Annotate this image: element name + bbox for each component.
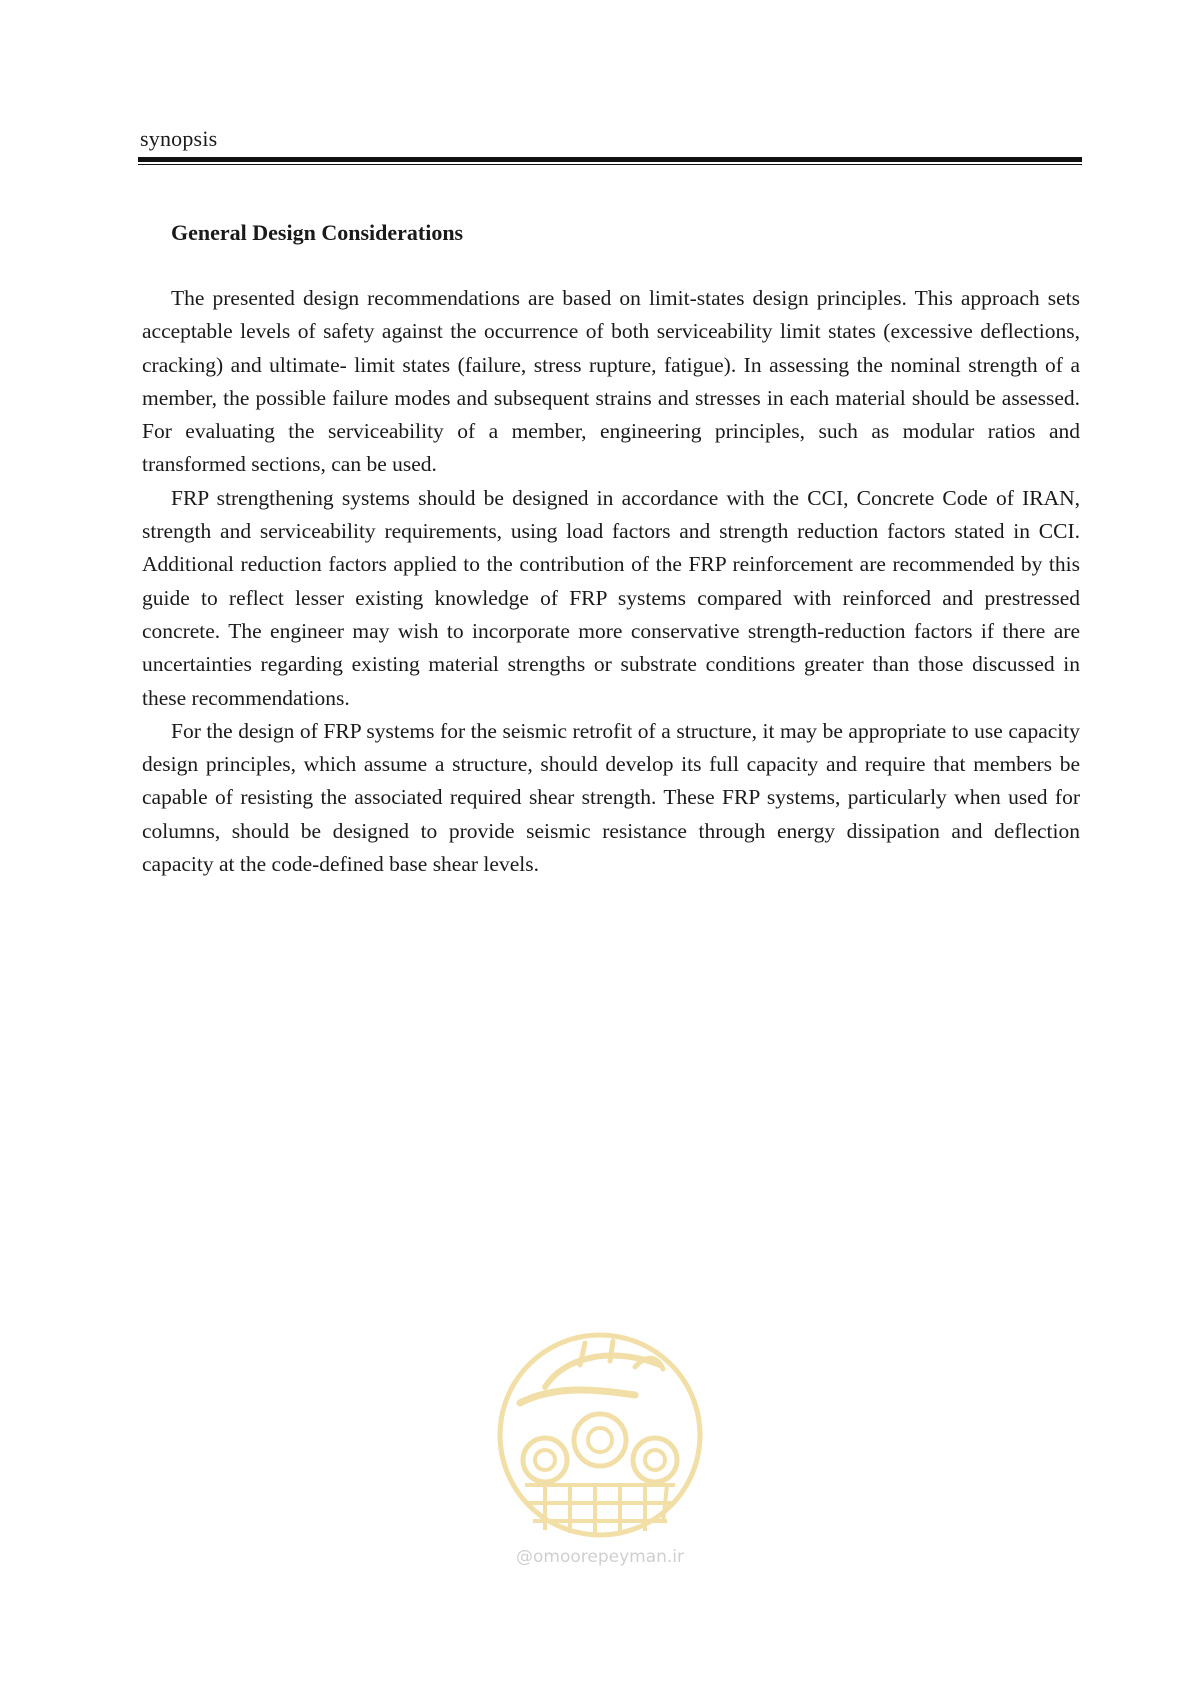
paragraph: The presented design recommendations are based on limit-states design principles. This approach sets acceptable levels of safety against the occurrence of both serviceability limit states (excessive deflections, cracking) and ultimate- limit states (failure, stress rupture, fatigue). In assessing the nominal strength of a member, the possible failure modes and subsequent strains and stresses in each material should be assessed. For evaluating the serviceability of a member, engineering principles, such as modular ratios and transformed sections, can be used.	[142, 286, 1080, 477]
paragraph: FRP strengthening systems should be designed in accordance with the CCI, Concrete Code of IRAN, strength and serviceability requirements, using load factors and strength reduction factors stated in CCI. Additional reduction factors applied to the contribution of the FRP reinforcement are recommended by this guide to reflect lesser existing knowledge of FRP systems compared with reinforced and prestressed concrete. The engineer may wish to incorporate more conservative strength-reduction factors if there are uncertainties regarding existing material strengths or substrate conditions greater than those discussed in these recommendations.	[142, 485, 1080, 710]
header-rule-thin	[138, 164, 1082, 165]
paragraph: For the design of FRP systems for the seismic retrofit of a structure, it may be appropriate to use capacity design principles, which assume a structure, should develop its full capacity and require that members be capable of resisting the associated required shear strength. These FRP systems, particularly when used for columns, should be designed to provide seismic resistance through energy dissipation and deflection capacity at the code-defined base shear levels.	[142, 718, 1080, 877]
omoorepeyman-seal-icon	[485, 1325, 715, 1545]
body-text	[142, 282, 1080, 881]
header-rule-thick	[138, 157, 1082, 162]
watermark-url: @omoorepeyman.ir	[515, 1547, 685, 1567]
running-header: synopsis	[140, 126, 218, 151]
watermark-url-text: omoorepeyman.ir	[532, 1547, 685, 1567]
section-heading: General Design Considerations	[171, 220, 464, 245]
watermark	[485, 1325, 715, 1595]
